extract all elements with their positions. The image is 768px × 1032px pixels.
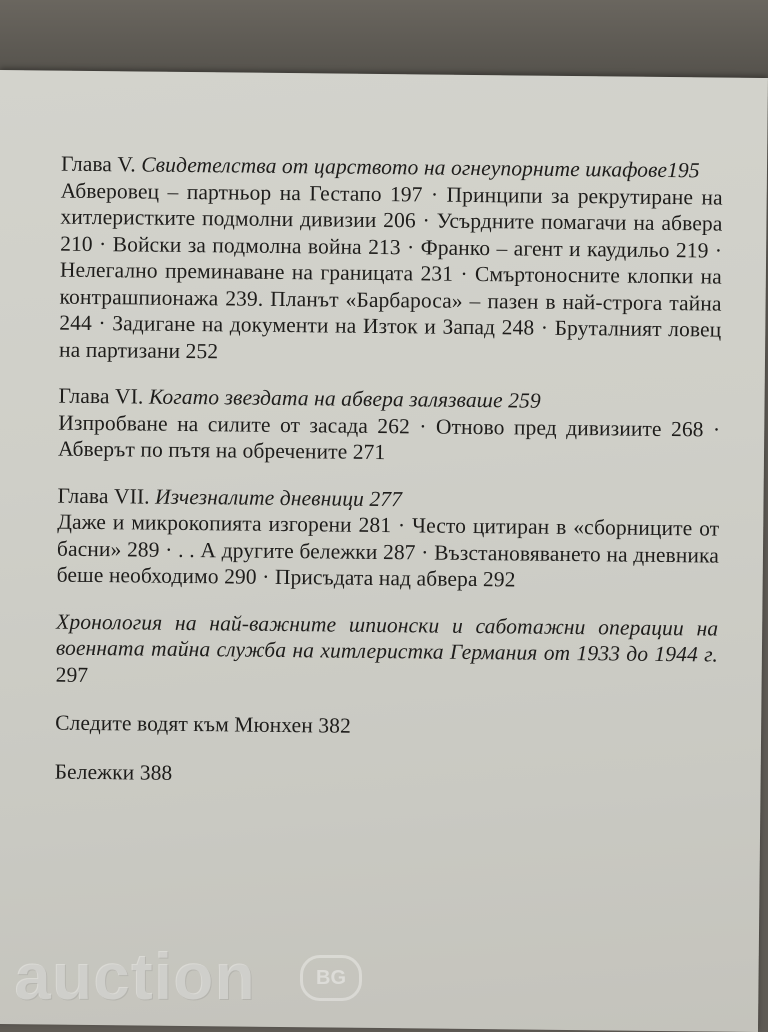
chapter-sections: Изпробване на силите от засада 262 · Отново пред дивизиите 268 · Абверът по пътя на обречените 271 xyxy=(57,410,721,465)
background-surface xyxy=(0,0,768,78)
chronology-entry xyxy=(56,608,719,694)
chapter-title: Изчезналите дневници xyxy=(154,484,365,511)
chronology-title: Хронология на най-важните шпионски и саботажни операции на военната тайна служба на хитлеристка Германия от 1933 до 1944 г. xyxy=(55,609,719,667)
book-page xyxy=(0,70,768,1032)
chapter-5 xyxy=(59,151,723,370)
traces-title: Следите водят към Мюнхен xyxy=(55,710,313,738)
chapter-page: 259 xyxy=(508,388,541,413)
watermark-logo: auction xyxy=(14,939,256,1013)
watermark-badge: BG xyxy=(300,955,362,1001)
chapter-sections: Абверовец – партньор на Гестапо 197 · Принципи за рекрутиране на хитлеристките подмолни дивизии 206 · Усърдните помагачи на абвера 210 · Войски за подмолна война 213 · Франко – агент и каудильо 219 · Нелегално преминаване на границата 231 · Смъртоносните клопки на контрашпионажа 239. Планът «Барбароса» – пазен в най-строга тайна 244 · Задигане на документи на Изток и Запад 248 · Бруталният ловец на партизани 252 xyxy=(58,178,723,363)
table-of-contents xyxy=(54,151,723,814)
notes-entry xyxy=(55,758,717,791)
chapter-6 xyxy=(58,383,721,469)
chapter-7 xyxy=(57,482,720,595)
chapter-page: 195 xyxy=(667,157,700,183)
chronology-page: 297 xyxy=(55,662,89,687)
chapter-title: Когато звездата на абвера залязваше xyxy=(148,384,503,413)
chapter-label: Глава VII. xyxy=(57,483,150,509)
chapter-label: Глава VI. xyxy=(58,383,144,409)
chapter-label: Глава V. xyxy=(60,151,136,177)
notes-page: 388 xyxy=(139,760,173,785)
traces-page: 382 xyxy=(318,713,352,738)
traces-entry xyxy=(55,710,717,743)
notes-title: Бележки xyxy=(54,759,135,784)
chapter-title: Свидетелства от царството на огнеупорните шкафове xyxy=(141,152,668,182)
chapter-page: 277 xyxy=(369,486,403,511)
chapter-sections: Даже и микрокопията изгорени 281 · Често цитиран в «сборниците от басни» 289 · . . А другите бележки 287 · Възстановяването на дневника беше необходимо 290 · Присъдата над абвера 292 xyxy=(56,509,720,592)
